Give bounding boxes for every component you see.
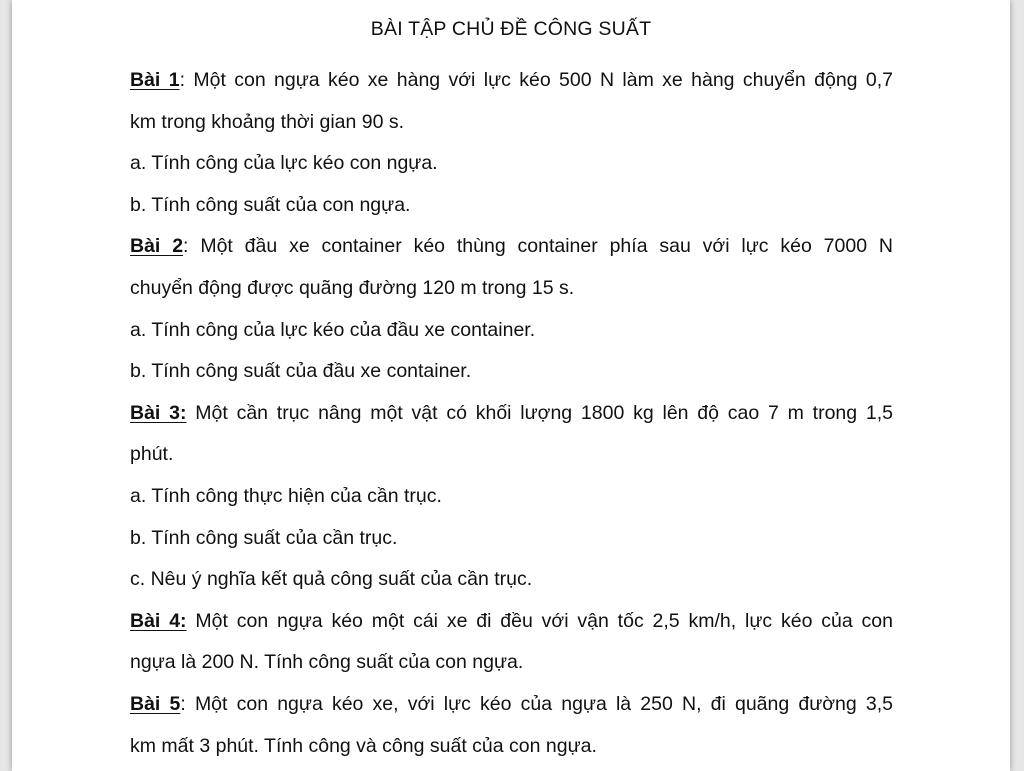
exercise-4-label: Bài 4: xyxy=(130,609,187,632)
exercise-1-line-1 xyxy=(130,62,893,104)
exercise-5-text-1: Một con ngựa kéo xe, với lực kéo của ngựa là 250 N, đi quãng đường 3,5 xyxy=(185,692,893,715)
exercise-4-line-2: ngựa là 200 N. Tính công suất của con ngựa. xyxy=(130,651,524,674)
exercise-3-part-b: b. Tính công suất của cần trục. xyxy=(130,526,398,549)
exercise-2-text-1: Một đầu xe container kéo thùng container phía sau với lực kéo 7000 N xyxy=(188,235,893,258)
exercise-5-separator: : xyxy=(180,692,186,715)
exercise-3-label: Bài 3: xyxy=(130,401,187,424)
exercise-1-part-a: a. Tính công của lực kéo con ngựa. xyxy=(130,152,438,175)
document-body xyxy=(130,62,893,769)
document-page xyxy=(12,0,1010,771)
exercise-1-text-1: Một con ngựa kéo xe hàng với lực kéo 500 N làm xe hàng chuyển động 0,7 xyxy=(184,69,893,91)
exercise-4-line-1 xyxy=(130,603,893,645)
exercise-3-line-1 xyxy=(130,395,893,437)
exercise-2-separator: : xyxy=(183,235,189,258)
exercise-5-line-2: km mất 3 phút. Tính công và công suất của con ngựa. xyxy=(130,734,597,757)
exercise-3-part-a: a. Tính công thực hiện của cần trục. xyxy=(130,484,442,507)
exercise-2-part-b: b. Tính công suất của đầu xe container. xyxy=(130,360,472,383)
exercise-3-text-1: Một cần trục nâng một vật có khối lượng 1800 kg lên độ cao 7 m trong 1,5 xyxy=(186,401,893,424)
exercise-1-label: Bài 1 xyxy=(130,69,180,91)
exercise-5-label: Bài 5 xyxy=(130,692,181,715)
exercise-1-separator: : xyxy=(179,69,185,91)
exercise-2-line-2: chuyển động được quãng đường 120 m trong 15 s. xyxy=(130,276,575,299)
exercise-4-text-1: Một con ngựa kéo một cái xe đi đều với vận tốc 2,5 km/h, lực kéo của con xyxy=(186,609,893,632)
exercise-3-line-2: phút. xyxy=(130,443,174,466)
exercise-2-line-1 xyxy=(130,228,893,270)
document-title: BÀI TẬP CHỦ ĐỀ CÔNG SUẤT xyxy=(370,18,652,40)
exercise-1-line-2: km trong khoảng thời gian 90 s. xyxy=(130,110,405,133)
exercise-5-line-1 xyxy=(130,686,893,728)
exercise-3-part-c: c. Nêu ý nghĩa kết quả công suất của cần trục. xyxy=(130,568,533,591)
exercise-2-part-a: a. Tính công của lực kéo của đầu xe container. xyxy=(130,318,536,341)
exercise-2-label: Bài 2 xyxy=(130,235,184,258)
exercise-1-part-b: b. Tính công suất của con ngựa. xyxy=(130,193,411,216)
